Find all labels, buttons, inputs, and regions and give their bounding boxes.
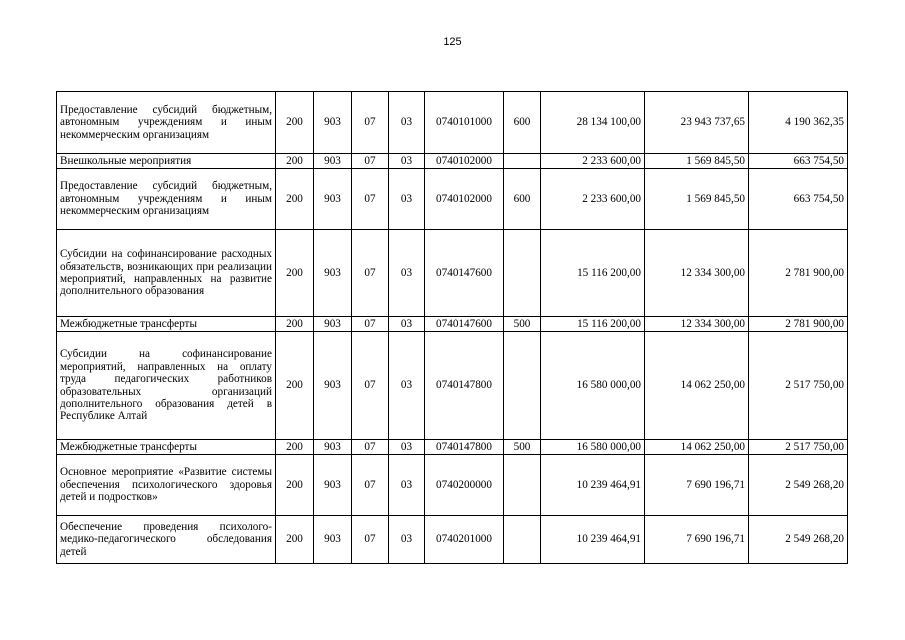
cell-admin-code: 200 — [276, 169, 314, 230]
cell-name: Межбюджетные трансферты — [57, 317, 276, 332]
cell-target-article: 0740101000 — [425, 92, 504, 154]
cell-remaining-amount: 2 549 268,20 — [749, 516, 848, 564]
cell-section: 07 — [352, 332, 389, 440]
cell-subsection: 03 — [389, 332, 425, 440]
cell-name: Предоставление субсидий бюджетным, автономным учреждениям и иным некоммерческим организациям — [57, 169, 276, 230]
cell-expense-type — [504, 455, 541, 516]
cell-remaining-amount: 663 754,50 — [749, 169, 848, 230]
cell-expense-type: 500 — [504, 317, 541, 332]
cell-target-article: 0740102000 — [425, 154, 504, 169]
cell-subsection: 03 — [389, 169, 425, 230]
cell-expense-type: 600 — [504, 169, 541, 230]
cell-name: Субсидии на софинансирование расходных обязательств, возникающих при реализации мероприятий, направленных на развитие дополнительного образования — [57, 230, 276, 317]
cell-target-article: 0740147800 — [425, 440, 504, 455]
cell-ministry-code: 903 — [314, 230, 352, 317]
cell-target-article: 0740201000 — [425, 516, 504, 564]
cell-name: Субсидии на софинансирование мероприятий, направленных на оплату труда педагогических работников образовательных организаций дополнительного образования детей в Республике Алтай — [57, 332, 276, 440]
cell-subsection: 03 — [389, 154, 425, 169]
table-row — [57, 332, 848, 440]
cell-name: Предоставление субсидий бюджетным, автономным учреждениям и иным некоммерческим организациям — [57, 92, 276, 154]
cell-ministry-code: 903 — [314, 516, 352, 564]
cell-expense-type — [504, 154, 541, 169]
table-row — [57, 230, 848, 317]
cell-admin-code: 200 — [276, 230, 314, 317]
cell-remaining-amount: 4 190 362,35 — [749, 92, 848, 154]
cell-section: 07 — [352, 92, 389, 154]
cell-ministry-code: 903 — [314, 317, 352, 332]
cell-subsection: 03 — [389, 440, 425, 455]
cell-plan-amount: 2 233 600,00 — [541, 169, 645, 230]
cell-admin-code: 200 — [276, 332, 314, 440]
cell-subsection: 03 — [389, 230, 425, 317]
cell-expense-type — [504, 230, 541, 317]
cell-admin-code: 200 — [276, 92, 314, 154]
cell-subsection: 03 — [389, 92, 425, 154]
cell-ministry-code: 903 — [314, 92, 352, 154]
cell-section: 07 — [352, 230, 389, 317]
cell-plan-amount: 15 116 200,00 — [541, 230, 645, 317]
cell-executed-amount: 23 943 737,65 — [645, 92, 749, 154]
cell-admin-code: 200 — [276, 455, 314, 516]
cell-remaining-amount: 2 781 900,00 — [749, 230, 848, 317]
cell-name: Обеспечение проведения психолого-медико-педагогического обследования детей — [57, 516, 276, 564]
cell-remaining-amount: 2 517 750,00 — [749, 440, 848, 455]
cell-remaining-amount: 2 781 900,00 — [749, 317, 848, 332]
cell-section: 07 — [352, 154, 389, 169]
table-row — [57, 455, 848, 516]
cell-section: 07 — [352, 317, 389, 332]
cell-executed-amount: 7 690 196,71 — [645, 455, 749, 516]
cell-executed-amount: 1 569 845,50 — [645, 154, 749, 169]
cell-plan-amount: 16 580 000,00 — [541, 332, 645, 440]
cell-expense-type — [504, 332, 541, 440]
table-row — [57, 92, 848, 154]
budget-table — [56, 91, 848, 564]
page-number: 125 — [443, 36, 462, 48]
cell-executed-amount: 12 334 300,00 — [645, 230, 749, 317]
cell-remaining-amount: 2 549 268,20 — [749, 455, 848, 516]
cell-plan-amount: 15 116 200,00 — [541, 317, 645, 332]
cell-name: Межбюджетные трансферты — [57, 440, 276, 455]
cell-name: Внешкольные мероприятия — [57, 154, 276, 169]
cell-target-article: 0740147600 — [425, 317, 504, 332]
cell-target-article: 0740147800 — [425, 332, 504, 440]
cell-subsection: 03 — [389, 317, 425, 332]
cell-plan-amount: 28 134 100,00 — [541, 92, 645, 154]
cell-admin-code: 200 — [276, 440, 314, 455]
cell-expense-type: 500 — [504, 440, 541, 455]
cell-section: 07 — [352, 440, 389, 455]
cell-expense-type: 600 — [504, 92, 541, 154]
cell-target-article: 0740102000 — [425, 169, 504, 230]
cell-admin-code: 200 — [276, 154, 314, 169]
cell-section: 07 — [352, 169, 389, 230]
cell-admin-code: 200 — [276, 516, 314, 564]
cell-admin-code: 200 — [276, 317, 314, 332]
cell-plan-amount: 10 239 464,91 — [541, 516, 645, 564]
table-row — [57, 516, 848, 564]
cell-ministry-code: 903 — [314, 154, 352, 169]
cell-plan-amount: 10 239 464,91 — [541, 455, 645, 516]
cell-target-article: 0740147600 — [425, 230, 504, 317]
cell-subsection: 03 — [389, 455, 425, 516]
cell-executed-amount: 14 062 250,00 — [645, 332, 749, 440]
cell-target-article: 0740200000 — [425, 455, 504, 516]
cell-subsection: 03 — [389, 516, 425, 564]
cell-remaining-amount: 2 517 750,00 — [749, 332, 848, 440]
cell-executed-amount: 7 690 196,71 — [645, 516, 749, 564]
cell-plan-amount: 2 233 600,00 — [541, 154, 645, 169]
cell-executed-amount: 1 569 845,50 — [645, 169, 749, 230]
cell-section: 07 — [352, 455, 389, 516]
cell-ministry-code: 903 — [314, 169, 352, 230]
cell-executed-amount: 12 334 300,00 — [645, 317, 749, 332]
table-row — [57, 440, 848, 455]
cell-section: 07 — [352, 516, 389, 564]
table-row — [57, 317, 848, 332]
table-row — [57, 154, 848, 169]
cell-name: Основное мероприятие «Развитие системы обеспечения психологического здоровья детей и подростков» — [57, 455, 276, 516]
cell-ministry-code: 903 — [314, 440, 352, 455]
cell-remaining-amount: 663 754,50 — [749, 154, 848, 169]
table-row — [57, 169, 848, 230]
cell-ministry-code: 903 — [314, 455, 352, 516]
cell-expense-type — [504, 516, 541, 564]
cell-executed-amount: 14 062 250,00 — [645, 440, 749, 455]
cell-ministry-code: 903 — [314, 332, 352, 440]
cell-plan-amount: 16 580 000,00 — [541, 440, 645, 455]
